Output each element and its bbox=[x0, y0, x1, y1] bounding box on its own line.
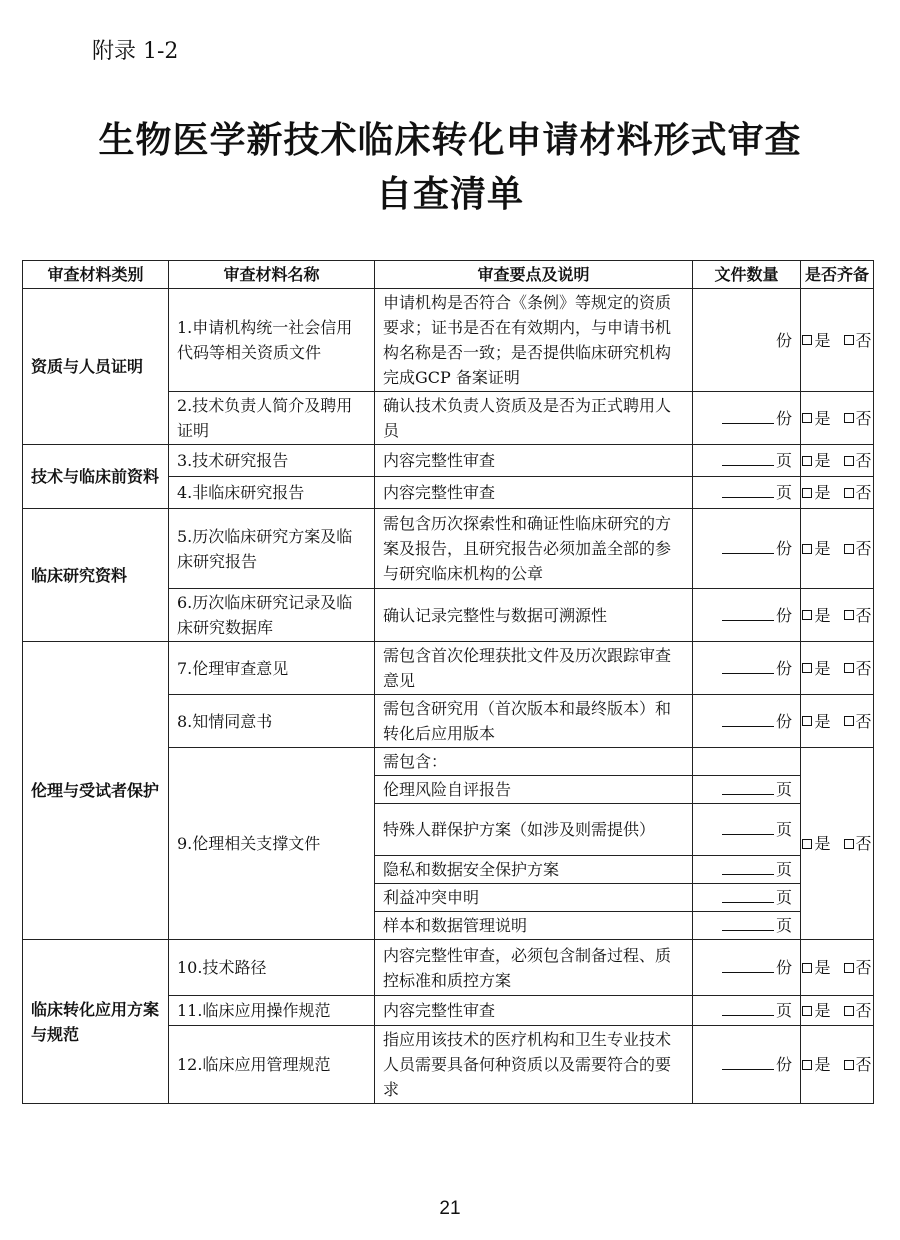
yes-checkbox[interactable] bbox=[802, 413, 812, 423]
yes-checkbox[interactable] bbox=[802, 716, 812, 726]
no-checkbox[interactable] bbox=[844, 963, 854, 973]
quantity-blank[interactable] bbox=[722, 818, 774, 835]
no-label: 否 bbox=[855, 605, 872, 625]
material-name: 4.非临床研究报告 bbox=[169, 477, 375, 509]
column-header-points: 审查要点及说明 bbox=[375, 261, 693, 289]
material-description: 伦理风险自评报告 bbox=[375, 776, 693, 804]
column-header-complete: 是否齐备 bbox=[801, 261, 874, 289]
yes-checkbox[interactable] bbox=[802, 335, 812, 345]
quantity-field[interactable] bbox=[693, 289, 801, 392]
no-label: 否 bbox=[855, 451, 872, 470]
yes-checkbox[interactable] bbox=[802, 610, 812, 620]
table-row bbox=[23, 940, 874, 996]
quantity-blank[interactable] bbox=[722, 778, 774, 795]
material-description: 样本和数据管理说明 bbox=[375, 912, 693, 940]
completeness-check[interactable] bbox=[801, 1026, 874, 1104]
table-row bbox=[23, 642, 874, 695]
category-clinical-research: 临床研究资料 bbox=[23, 509, 169, 642]
no-label: 否 bbox=[855, 711, 872, 731]
completeness-check[interactable] bbox=[801, 748, 874, 940]
completeness-check[interactable] bbox=[801, 509, 874, 589]
yes-checkbox[interactable] bbox=[802, 488, 812, 498]
quantity-field[interactable] bbox=[693, 642, 801, 695]
material-name: 11.临床应用操作规范 bbox=[169, 996, 375, 1026]
completeness-check[interactable] bbox=[801, 445, 874, 477]
page-number: 21 bbox=[439, 1198, 461, 1219]
column-header-category: 审查材料类别 bbox=[23, 261, 169, 289]
quantity-unit: 份 bbox=[775, 658, 792, 678]
yes-label: 是 bbox=[814, 605, 831, 625]
material-name: 7.伦理审查意见 bbox=[169, 642, 375, 695]
quantity-unit: 页 bbox=[775, 888, 792, 907]
quantity-blank[interactable] bbox=[722, 999, 774, 1016]
material-description: 申请机构是否符合《条例》等规定的资质要求；证书是否在有效期内，与申请书机构名称是否一致；是否提供临床研究机构完成GCP 备案证明 bbox=[375, 289, 693, 392]
quantity-field[interactable] bbox=[693, 445, 801, 477]
quantity-blank[interactable] bbox=[722, 886, 774, 903]
completeness-check[interactable] bbox=[801, 695, 874, 748]
quantity-blank[interactable] bbox=[722, 956, 774, 973]
quantity-blank[interactable] bbox=[722, 914, 774, 931]
yes-checkbox[interactable] bbox=[802, 963, 812, 973]
no-label: 否 bbox=[855, 483, 872, 502]
table-row bbox=[23, 445, 874, 477]
quantity-blank[interactable] bbox=[722, 604, 774, 621]
no-label: 否 bbox=[855, 330, 872, 350]
page-title: 生物医学新技术临床转化申请材料形式审查 bbox=[98, 120, 802, 161]
yes-label: 是 bbox=[814, 834, 831, 853]
no-label: 否 bbox=[855, 834, 872, 853]
completeness-check[interactable] bbox=[801, 392, 874, 445]
no-checkbox[interactable] bbox=[844, 610, 854, 620]
material-name: 2.技术负责人简介及聘用证明 bbox=[169, 392, 375, 445]
table-row bbox=[23, 509, 874, 589]
column-header-name: 审查材料名称 bbox=[169, 261, 375, 289]
quantity-blank[interactable] bbox=[722, 481, 774, 498]
material-description-intro: 需包含： bbox=[375, 748, 693, 776]
no-label: 否 bbox=[855, 539, 872, 558]
no-label: 否 bbox=[855, 1055, 872, 1074]
completeness-check[interactable] bbox=[801, 477, 874, 509]
category-clinical-application: 临床转化应用方案与规范 bbox=[23, 940, 169, 1104]
appendix-label: 附录 1-2 bbox=[92, 39, 179, 64]
quantity-field[interactable] bbox=[693, 477, 801, 509]
column-header-quantity: 文件数量 bbox=[693, 261, 801, 289]
quantity-unit: 页 bbox=[775, 780, 792, 799]
page-subtitle: 自查清单 bbox=[375, 174, 524, 215]
no-label: 否 bbox=[855, 958, 872, 977]
yes-checkbox[interactable] bbox=[802, 663, 812, 673]
material-name: 8.知情同意书 bbox=[169, 695, 375, 748]
table-header-row bbox=[23, 261, 874, 289]
quantity-unit: 页 bbox=[775, 820, 792, 839]
yes-label: 是 bbox=[814, 658, 831, 678]
quantity-field[interactable] bbox=[693, 996, 801, 1026]
quantity-blank[interactable] bbox=[722, 657, 774, 674]
completeness-check[interactable] bbox=[801, 642, 874, 695]
quantity-field[interactable] bbox=[693, 392, 801, 445]
yes-label: 是 bbox=[814, 1001, 831, 1020]
yes-label: 是 bbox=[814, 483, 831, 502]
material-name: 5.历次临床研究方案及临床研究报告 bbox=[169, 509, 375, 589]
yes-label: 是 bbox=[814, 958, 831, 977]
material-description: 特殊人群保护方案（如涉及则需提供） bbox=[375, 804, 693, 856]
quantity-field[interactable] bbox=[693, 695, 801, 748]
no-label: 否 bbox=[855, 408, 872, 428]
yes-label: 是 bbox=[814, 1055, 831, 1074]
quantity-field[interactable] bbox=[693, 804, 801, 856]
quantity-unit: 页 bbox=[775, 483, 792, 502]
quantity-unit: 页 bbox=[775, 860, 792, 879]
quantity-unit: 页 bbox=[775, 916, 792, 935]
completeness-check[interactable] bbox=[801, 996, 874, 1026]
no-label: 否 bbox=[855, 1001, 872, 1020]
category-ethics: 伦理与受试者保护 bbox=[23, 642, 169, 940]
material-name: 9.伦理相关支撑文件 bbox=[169, 748, 375, 940]
quantity-unit: 份 bbox=[775, 330, 792, 350]
no-checkbox[interactable] bbox=[844, 488, 854, 498]
quantity-blank[interactable] bbox=[722, 407, 774, 424]
quantity-unit: 份 bbox=[775, 711, 792, 731]
no-checkbox[interactable] bbox=[844, 335, 854, 345]
quantity-field[interactable] bbox=[693, 589, 801, 642]
material-description: 隐私和数据安全保护方案 bbox=[375, 856, 693, 884]
yes-checkbox[interactable] bbox=[802, 839, 812, 849]
quantity-field-empty bbox=[693, 748, 801, 776]
yes-checkbox[interactable] bbox=[802, 1060, 812, 1070]
quantity-blank[interactable] bbox=[722, 449, 774, 466]
material-name: 10.技术路径 bbox=[169, 940, 375, 996]
yes-label: 是 bbox=[814, 330, 831, 350]
material-description: 需包含研究用（首次版本和最终版本）和转化后应用版本 bbox=[375, 695, 693, 748]
yes-label: 是 bbox=[814, 408, 831, 428]
quantity-unit: 份 bbox=[775, 958, 792, 977]
no-label: 否 bbox=[855, 658, 872, 678]
yes-label: 是 bbox=[814, 711, 831, 731]
completeness-check[interactable] bbox=[801, 940, 874, 996]
quantity-field[interactable] bbox=[693, 912, 801, 940]
category-qualification: 资质与人员证明 bbox=[23, 289, 169, 445]
material-description: 确认技术负责人资质及是否为正式聘用人员 bbox=[375, 392, 693, 445]
quantity-unit: 页 bbox=[775, 1001, 792, 1020]
quantity-blank[interactable] bbox=[722, 710, 774, 727]
quantity-unit: 份 bbox=[775, 1055, 792, 1074]
material-description: 内容完整性审查 bbox=[375, 445, 693, 477]
yes-checkbox[interactable] bbox=[802, 456, 812, 466]
material-description: 利益冲突申明 bbox=[375, 884, 693, 912]
quantity-unit: 份 bbox=[775, 539, 792, 558]
quantity-unit: 份 bbox=[775, 408, 792, 428]
material-name: 6.历次临床研究记录及临床研究数据库 bbox=[169, 589, 375, 642]
checklist-table bbox=[22, 260, 874, 1104]
quantity-field[interactable] bbox=[693, 940, 801, 996]
no-checkbox[interactable] bbox=[844, 1006, 854, 1016]
quantity-field[interactable] bbox=[693, 856, 801, 884]
quantity-field[interactable] bbox=[693, 1026, 801, 1104]
material-description: 指应用该技术的医疗机构和卫生专业技术人员需要具备何种资质以及需要符合的要求 bbox=[375, 1026, 693, 1104]
material-name: 12.临床应用管理规范 bbox=[169, 1026, 375, 1104]
no-checkbox[interactable] bbox=[844, 663, 854, 673]
material-name: 1.申请机构统一社会信用代码等相关资质文件 bbox=[169, 289, 375, 392]
table-row bbox=[23, 289, 874, 392]
yes-label: 是 bbox=[814, 539, 831, 558]
quantity-field[interactable] bbox=[693, 884, 801, 912]
material-description: 内容完整性审查，必须包含制备过程、质控标准和质控方案 bbox=[375, 940, 693, 996]
no-checkbox[interactable] bbox=[844, 413, 854, 423]
quantity-blank[interactable] bbox=[722, 537, 774, 554]
yes-checkbox[interactable] bbox=[802, 1006, 812, 1016]
quantity-blank[interactable] bbox=[722, 1053, 774, 1070]
no-checkbox[interactable] bbox=[844, 1060, 854, 1070]
no-checkbox[interactable] bbox=[844, 716, 854, 726]
yes-checkbox[interactable] bbox=[802, 544, 812, 554]
material-description: 需包含首次伦理获批文件及历次跟踪审查意见 bbox=[375, 642, 693, 695]
quantity-field[interactable] bbox=[693, 509, 801, 589]
completeness-check[interactable] bbox=[801, 589, 874, 642]
quantity-field[interactable] bbox=[693, 776, 801, 804]
category-technology-preclinical: 技术与临床前资料 bbox=[23, 445, 169, 509]
quantity-unit: 份 bbox=[775, 605, 792, 625]
no-checkbox[interactable] bbox=[844, 839, 854, 849]
yes-label: 是 bbox=[814, 451, 831, 470]
no-checkbox[interactable] bbox=[844, 544, 854, 554]
material-description: 内容完整性审查 bbox=[375, 996, 693, 1026]
material-description: 确认记录完整性与数据可溯源性 bbox=[375, 589, 693, 642]
material-description: 内容完整性审查 bbox=[375, 477, 693, 509]
material-description: 需包含历次探索性和确证性临床研究的方案及报告，且研究报告必须加盖全部的参与研究临床机构的公章 bbox=[375, 509, 693, 589]
quantity-unit: 页 bbox=[775, 451, 792, 470]
no-checkbox[interactable] bbox=[844, 456, 854, 466]
material-name: 3.技术研究报告 bbox=[169, 445, 375, 477]
completeness-check[interactable] bbox=[801, 289, 874, 392]
quantity-blank[interactable] bbox=[722, 858, 774, 875]
